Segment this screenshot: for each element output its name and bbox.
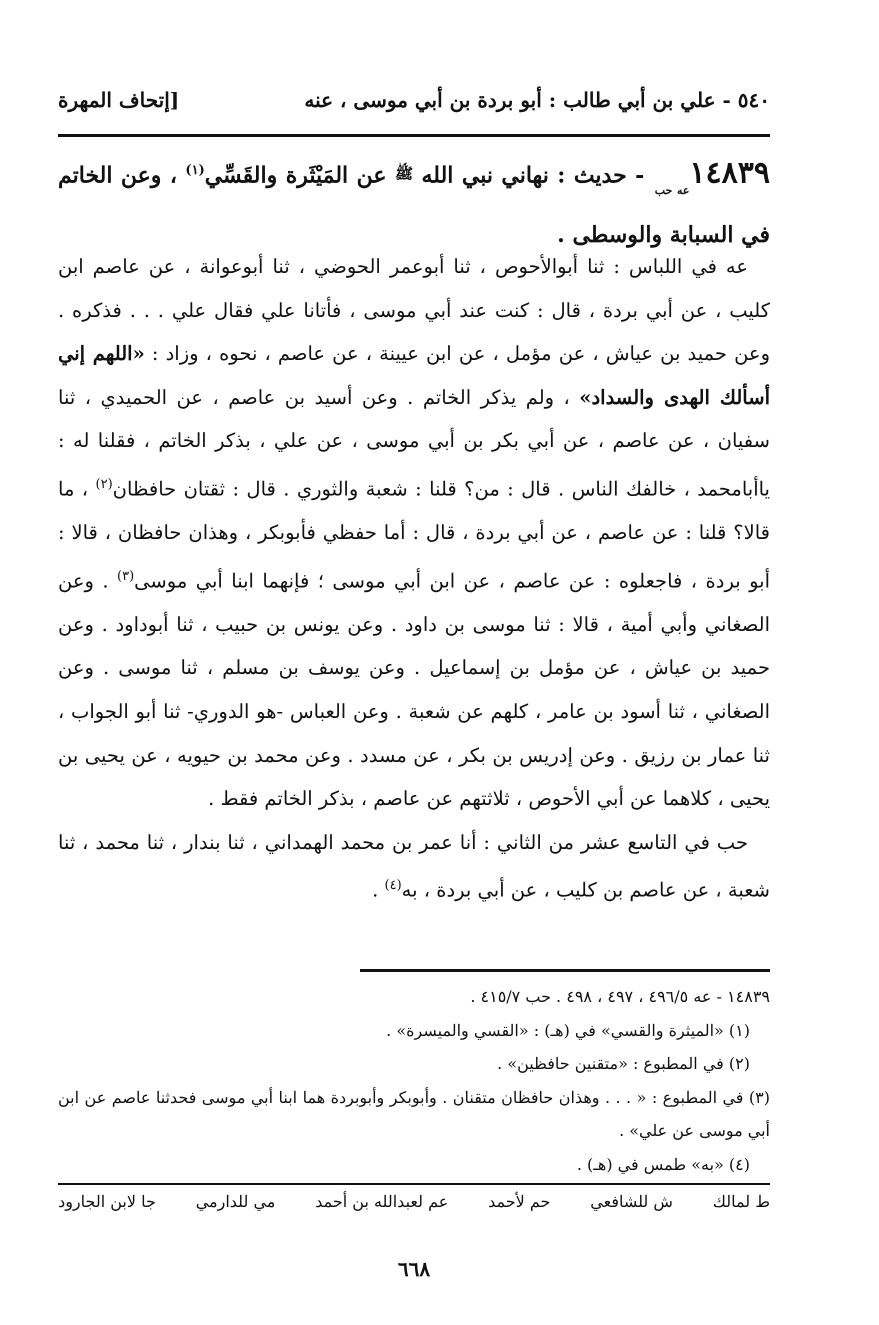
footnote-2: (٢) في المطبوع : «متقنين حافظين» . (497, 1054, 750, 1073)
hadith-sigla: عه حب (654, 184, 690, 198)
sigla-item: مي للدارمي (195, 1192, 276, 1211)
text-run: . وعن الصغاني وأبي أمية ، قالا : ثنا موسى بن داود . وعن يونس بن حبيب ، ثنا أبوداود . وعن حميد بن عياش ، عن مؤمل بن إسماعيل . وعن يوسف بن مسلم ، ثنا موسى . وعن الصغاني ، ثنا أسود بن عامر ، كلهم عن شعبة . وعن العباس -هو الدوري- ثنا أبو الجواب ، ثنا عمار بن رزيق . وعن إدريس بن بكر ، عن مسدد . وعن محمد بن حيويه ، عن يحيى بن يحيى ، كلاهما عن أبي الأحوص ، ثلاثتهم عن عاصم ، بذكر الخاتم فقط . (58, 569, 770, 811)
text-run: ، ما قالا؟ قلنا : عن عاصم ، عن أبي بردة ، قال : أما حفظي فأبوبكر ، وهذان حافظان ، قالا : أبو بردة ، فاجعلوه : عن عاصم ، عن ابن أبي موسى ؛ فإنهما ابنا أبي موسى (58, 477, 771, 593)
sigla-item: ش للشافعي (590, 1192, 673, 1211)
sigla-item: عم لعبدالله بن أحمد (315, 1192, 449, 1211)
sigla-item: ط لمالك (712, 1192, 770, 1211)
hadith-title-lead: - حديث : نهاني نبي الله (421, 162, 645, 189)
document-page (58, 0, 770, 1325)
hadith-number: ١٤٨٣٩ (689, 155, 770, 191)
paragraph-isnad-2 (58, 821, 770, 913)
paragraph-isnad-1 (58, 245, 770, 821)
page-header (58, 84, 770, 124)
sigla-key (58, 1192, 770, 1222)
sigla-item: حم لأحمد (488, 1192, 551, 1211)
footnote-ref-3[interactable]: (٣) (117, 568, 135, 584)
salla-ligature: ﷺ (394, 164, 414, 183)
footnote-ref-2[interactable]: (٢) (95, 476, 113, 492)
footnote-ref-1[interactable]: (١) (185, 163, 205, 178)
hadith-title-mid: عن المَيْثَرة والقَسِّي (204, 162, 387, 189)
sigla-item: جا لابن الجارود (58, 1192, 156, 1211)
hadith-title-end: ، وعن الخاتم في السبابة والوسطى . (58, 162, 770, 249)
text-run: حب في التاسع عشر من الثاني : أنا عمر بن محمد الهمداني ، ثنا بندار ، ثنا محمد ، ثنا شعبة ، عن عاصم بن كليب ، عن أبي بردة ، به (58, 830, 770, 902)
text-run: . (372, 878, 379, 902)
hadith-heading (58, 148, 770, 258)
sigla-rule (58, 1183, 770, 1185)
hadith-body (58, 245, 770, 912)
running-title: ٥٤٠ - علي بن أبي طالب : أبو بردة بن أبي موسى ، عنه (304, 88, 770, 112)
footnote-rule (360, 969, 770, 972)
book-title: [إتحاف المهرة (58, 88, 180, 112)
footnotes (58, 980, 770, 1181)
text-run: عه في اللباس : ثنا أبوالأحوص ، ثنا أبوعمر الحوضي ، ثنا أبوعوانة ، عن عاصم ابن كليب ، عن أبي بردة ، قال : كنت عند أبي موسى ، فأتانا علي فقال علي . . . فذكره . وعن حميد بن عياش ، عن مؤمل ، عن ابن عيينة ، عن عاصم ، نحوه ، وزاد : (58, 255, 770, 366)
footnote-4: (٤) «به» طمس في (هـ) . (576, 1154, 750, 1174)
footnote-references: ١٤٨٣٩ - عه ٤٩٦/٥ ، ٤٩٧ ، ٤٩٨ . حب ٤١٥/٧ . (470, 987, 770, 1006)
footnote-ref-4[interactable]: (٤) (384, 878, 402, 894)
footnote-3: (٣) في المطبوع : « . . . وهذان حافظان متقنان . وأبوبكر وأبوبردة هما ابنا أبي موسى فحدثنا عاصم عن ابن أبي موسى عن علي» . (58, 1087, 770, 1140)
text-run: ، ولم يذكر الخاتم . وعن أسيد بن عاصم ، عن الحميدي ، ثنا سفيان ، عن عاصم ، عن أبي بكر بن أبي موسى ، عن علي ، بذكر الخاتم ، فقلنا له : ياأبامحمد ، خالفك الناس . قال : من؟ قلنا : شعبة والثوري . قال : ثقتان حافظان (58, 385, 770, 501)
footnote-1: (١) «الميثرة والقسي» في (هـ) : «القسي والميسرة» . (386, 1020, 750, 1040)
header-rule (58, 134, 770, 137)
page-number: ٦٦٨ (397, 1257, 431, 1281)
quoted-dua: «اللهم إني أسألك الهدى والسداد» (58, 342, 770, 409)
